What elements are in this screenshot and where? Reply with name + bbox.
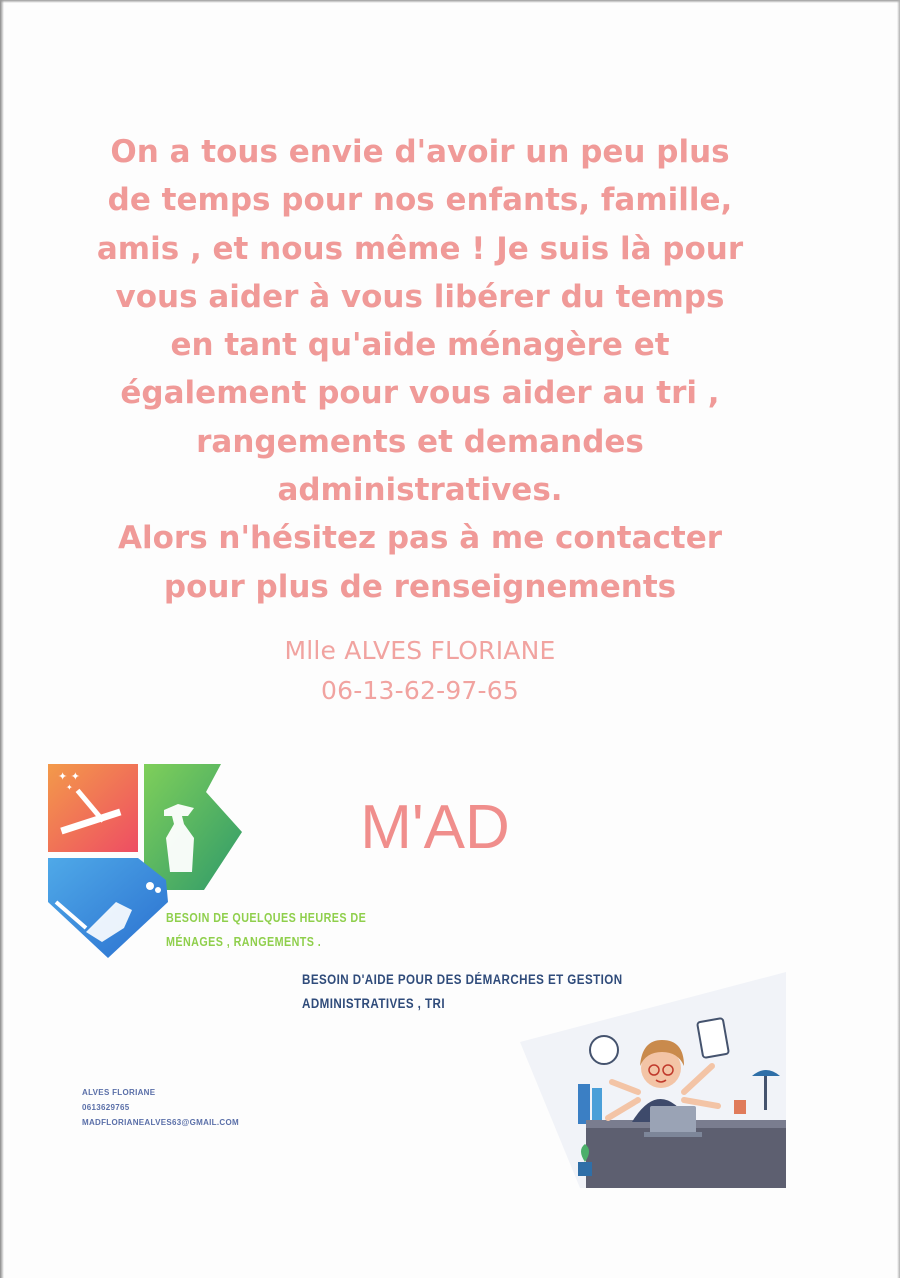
message-line: Alors n'hésitez pas à me contacter: [117, 520, 723, 557]
card-contact-name: ALVES FLORIANE: [82, 1088, 156, 1097]
message-line: rangements et demandes: [196, 423, 644, 460]
card-contact-phone: 0613629765: [82, 1103, 130, 1112]
message-line: en tant qu'aide ménagère et: [170, 327, 670, 364]
tagline-housework-line: BESOIN DE QUELQUES HEURES DE: [166, 911, 367, 925]
message-line: amis , et nous même ! Je suis là pour: [96, 230, 744, 267]
brand-title: M'AD: [360, 793, 510, 862]
message-line: On a tous envie d'avoir un peu plus: [110, 134, 730, 170]
scan-edge-left: [0, 0, 4, 1278]
contact-name: Mlle ALVES FLORIANE: [284, 636, 556, 665]
scan-edge-top: [0, 0, 900, 3]
intro-message: [70, 128, 770, 611]
svg-text:✦: ✦: [66, 783, 73, 792]
card-contact-block: [82, 1085, 312, 1130]
message-line: également pour vous aider au tri ,: [120, 375, 720, 412]
tagline-housework-line: MÉNAGES , RANGEMENTS .: [166, 935, 322, 949]
tagline-housework: [166, 906, 407, 954]
multitasking-office-woman-illustration: [520, 972, 786, 1188]
tagline-admin-line: ADMINISTRATIVES , TRI: [302, 996, 445, 1011]
contact-phone: 06-13-62-97-65: [321, 676, 519, 705]
message-line: administratives.: [277, 472, 563, 509]
message-line: pour plus de renseignements: [163, 568, 677, 605]
message-line: de temps pour nos enfants, famille,: [107, 182, 733, 219]
card-contact-email: MADFLORIANEALVES63@GMAIL.COM: [82, 1118, 239, 1127]
svg-text:✦ ✦: ✦ ✦: [58, 770, 80, 783]
message-line: vous aider à vous libérer du temps: [115, 278, 725, 315]
tagline-admin-line: BESOIN D'AIDE POUR DES DÉMARCHES ET GESTION: [302, 972, 623, 987]
